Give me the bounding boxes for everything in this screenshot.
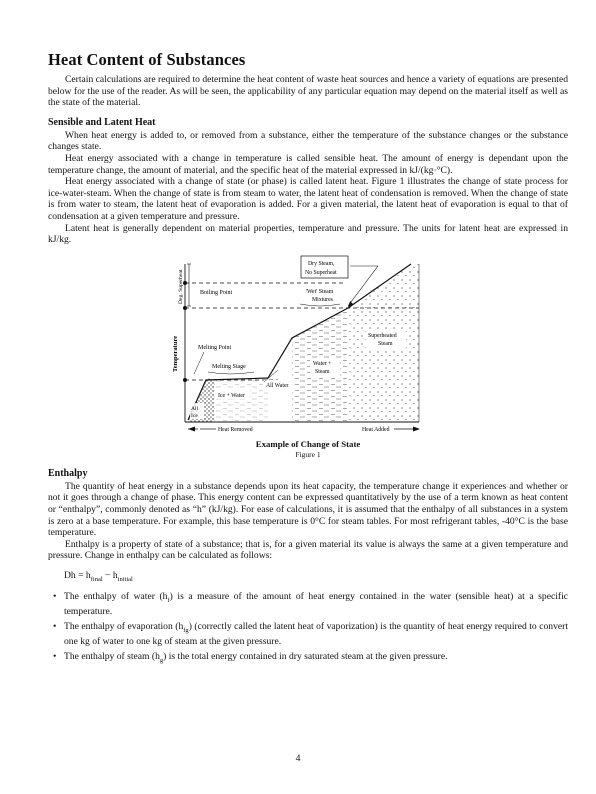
all-ice-label-2: Ice <box>191 412 198 419</box>
page-number: 4 <box>295 753 301 764</box>
all-ice-label-1: All <box>191 405 199 412</box>
change-of-state-diagram <box>48 246 568 441</box>
bullet-item: • The enthalpy of steam $(h_g)$ is the total energy contained in dry saturated steam at the given pressure. <box>53 650 448 664</box>
figure-caption-number: Figure 1 <box>295 449 321 459</box>
intro-paragraph: Certain calculations are required to determine the heat content of waste heat sources and hence a variety of equations are presented below for the use of the reader. As will be seen, the applicability of any particular equation may depend on the material itself as well as the state of the material. <box>48 74 568 109</box>
water-steam-label-2: Steam <box>315 368 330 375</box>
wet-steam-label-2: Mixtures <box>312 296 333 303</box>
water-steam-label-1: Water + <box>313 360 332 367</box>
ice-water-region <box>214 380 268 422</box>
y-axis-label: Temperature <box>172 335 179 372</box>
melting-stage-label: Melting Stage <box>212 363 246 370</box>
heat-added-label: Heat Added <box>362 426 390 433</box>
enthalpy-formula: $Dh = h_{final} - h_{initial}$ <box>64 569 133 583</box>
section-heading-sensible-latent: Sensible and Latent Heat <box>48 116 156 128</box>
dry-steam-label-2: No Superheat <box>305 269 337 276</box>
page-title: Heat Content of Substances <box>48 50 246 69</box>
enthalpy-paragraph-1: The quantity of heat energy in a substance depends upon its heat capacity, the temperature change it experiences and whether or not it goes through a change of phase. This energy content can be expressed quantitatively by the use of a term known as heat content or “enthalpy”, commonly denoted as “h” (kJ/kg). For ease of calculations, it is assumed that the enthalpy of all substances in a system is zero at a base temperature. For example, this base temperature is 0°C for steam tables. For most refrigerant tables, -40°C is the base temperature. <box>48 480 568 539</box>
sensible-paragraph-1: When heat energy is added to, or removed from a substance, either the temperature of the substance changes or the substance changes state. <box>48 129 568 153</box>
ice-water-label: Ice + Water <box>218 392 245 399</box>
sensible-paragraph-3: Heat energy associated with a change of state (or phase) is called latent heat. Figure 1 illustrates the change of state process for ice-water-steam. When the change of state is from steam to water, the latent heat of condensation is removed. When the change of state is from water to steam, the latent heat of evaporation is added. For a given material, the latent heat of evaporation is equal to that of condensation at a given temperature and pressure. <box>48 176 568 222</box>
superheated-steam-label-1: Superheated <box>368 332 397 339</box>
dry-steam-label-1: Dry Steam, <box>308 260 335 267</box>
section-heading-enthalpy: Enthalpy <box>48 467 88 479</box>
wet-steam-label-1: 'Wet' Steam <box>306 288 334 295</box>
melting-point-label: Melting Point <box>198 344 232 351</box>
all-water-label: All Water <box>266 382 289 389</box>
heat-removed-label: Heat Removed <box>218 426 253 433</box>
sensible-paragraph-2: Heat energy associated with a change in temperature is called sensible heat. The amount of energy is dependant upon the temperature change, the amount of material, and the specific heat of the material expressed in kJ/(kg·°C). <box>48 152 568 176</box>
enthalpy-bullet-list <box>48 591 568 667</box>
figure-caption-title: Example of Change of State <box>255 438 361 449</box>
superheated-steam-label-2: Steam <box>378 340 393 347</box>
deg-superheat-label: Deg. Superheat <box>178 269 184 304</box>
enthalpy-paragraph-2: Enthalpy is a property of state of a substance; that is, for a given material its value is always the same at a given temperature and pressure. Change in enthalpy can be calculated as follows: <box>48 538 568 562</box>
sensible-paragraph-4: Latent heat is generally dependent on material properties, temperature and pressure. The units for latent heat are expressed in kJ/kg. <box>48 222 568 246</box>
bullet-item: • The enthalpy of water $(h_f)$ is a measure of the amount of heat energy contained in the water (sensible heat) at a specific temperature. <box>53 590 568 618</box>
figure-change-of-state <box>48 246 568 466</box>
document-page <box>48 50 568 669</box>
bullet-item: • The enthalpy of evaporation $(h_{fg})$ (correctly called the latent heat of vaporization) is the quantity of heat energy required to convert one kg of water to one kg of steam at the given pressure. <box>53 620 569 648</box>
boiling-point-label: Boiling Point <box>200 289 233 296</box>
